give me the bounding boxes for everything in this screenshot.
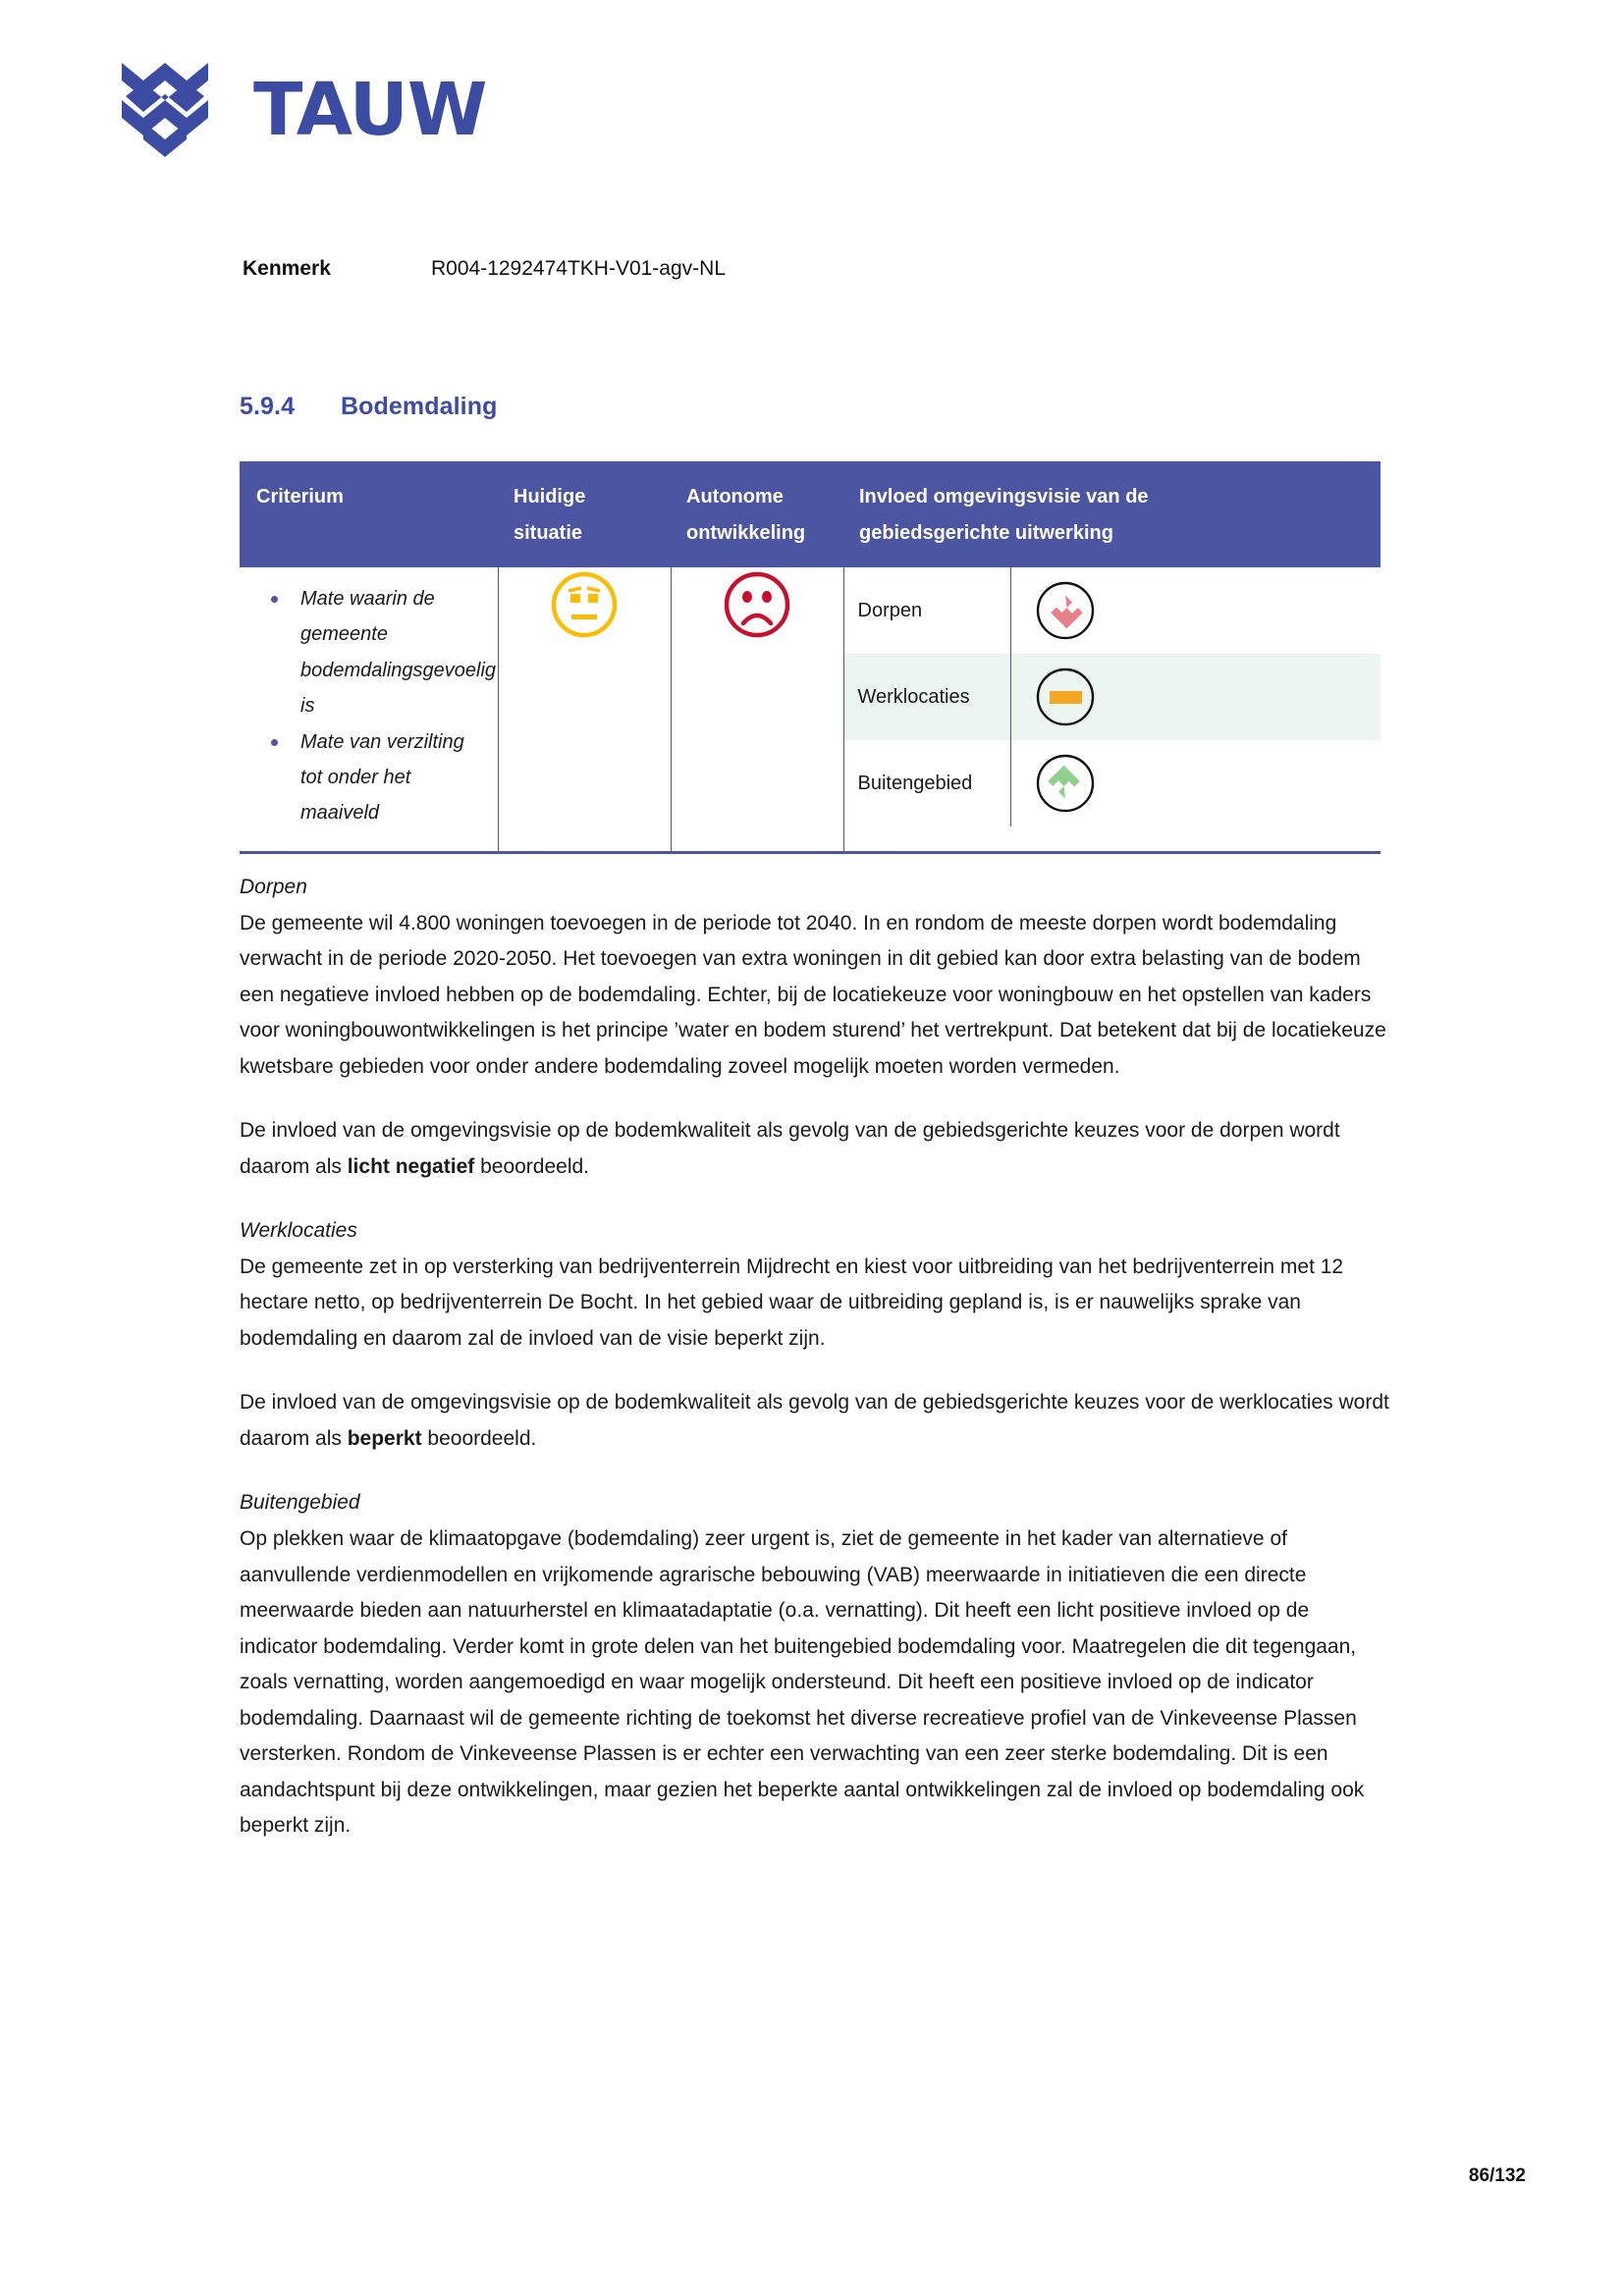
sad-face-icon [720, 567, 794, 642]
page-number: 86/132 [1468, 2165, 1526, 2186]
column-header-criterium: Criterium [240, 461, 498, 567]
cell-autonome-ontwikkeling [671, 567, 843, 852]
paragraph-werklocaties-2 [240, 1385, 1390, 1457]
subheading-buitengebied: Buitengebied [240, 1491, 360, 1515]
kenmerk-row [243, 257, 726, 281]
list-item: Mate waarin de gemeente bodemdalingsgevoelig is [247, 581, 484, 724]
area-label-werklocaties: Werklocaties [844, 654, 1011, 740]
section-number: 5.9.4 [240, 393, 296, 420]
area-icon-cell-buitengebied [1010, 740, 1380, 827]
section-title: Bodemdaling [341, 393, 498, 420]
table-header-row [240, 461, 1380, 567]
section-heading [240, 393, 497, 421]
area-icon-cell-werklocaties [1010, 654, 1380, 740]
list-item: Mate van verzilting tot onder het maaiveld [247, 724, 484, 831]
kenmerk-value: R004-1292474TKH-V01-agv-NL [431, 257, 726, 280]
area-row-werklocaties [844, 654, 1381, 740]
area-label-dorpen: Dorpen [857, 599, 923, 621]
cell-invloed-omgevingsvisie [843, 567, 1380, 852]
paragraph-werklocaties-1: De gemeente zet in op versterking van bedrijventerrein Mijdrecht en kiest voor uitbreiding van het bedrijventerrein met 12 hectare netto, op bedrijventerrein De Bocht. In het gebied waar de uitbreiding gepland is, is er nauwelijks sprake van bodemdaling en daarom zal de invloed van de visie beperkt zijn. [240, 1255, 1344, 1350]
column-header-huidige-situatie: Huidige situatie [498, 461, 671, 567]
column-header-autonome-ontwikkeling: Autonome ontwikkeling [671, 461, 843, 567]
body-content [240, 870, 1390, 1844]
area-label-buitengebied: Buitengebied [857, 772, 973, 794]
neutral-face-icon [547, 567, 622, 642]
paragraph-dorpen-1: De gemeente wil 4.800 woningen toevoegen in de periode tot 2040. In en rondom de meeste dorpen wordt bodemdaling verwacht in de periode 2020-2050. Het toevoegen van extra woningen in dit gebied kan door extra belasting van de bodem een negatieve invloed hebben op de bodemdaling. Echter, bij de locatiekeuze voor woningbouw en het opstellen van kaders voor woningbouwontwikkelingen is het principe ’water en bodem sturend’ het vertrekpunt. Dat betekent dat bij de locatiekeuze kwetsbare gebieden voor onder andere bodemdaling zoveel mogelijk moeten worden vermeden. [240, 911, 1386, 1078]
assessment-table [240, 461, 1380, 854]
dorpen-verdict-post: beoordeeld. [474, 1154, 590, 1178]
column-header-invloed-omgevingsvisie: Invloed omgevingsvisie van de gebiedsgerichte uitwerking [843, 461, 1380, 567]
paragraph-buitengebied-1: Op plekken waar de klimaatopgave (bodemdaling) zeer urgent is, ziet de gemeente in het kader van alternatieve of aanvullende verdienmodellen en vrijkomende agrarische bebouwing (VAB) meerwaarde in initiatieven die een directe meerwaarde bieden aan natuurherstel en klimaatadaptatie (o.a. vernatting). Dit heeft een licht positieve invloed op de indicator bodemdaling. Verder komt in grote delen van het buitengebied bodemdaling voor. Maatregelen die dit tegengaan, zoals vernatting, worden aangemoedigd en waar mogelijk ondersteund. Dit heeft een positieve invloed op de indicator bodemdaling. Daarnaast wil de gemeente richting de toekomst het diverse recreatieve profiel van de Vinkeveense Plassen versterken. Rondom de Vinkeveense Plassen is er echter een verwachting van een zeer sterke bodemdaling. Dit is een aandachtspunt bij deze ontwikkelingen, maar gezien het beperkte aantal ontwikkelingen zal de invloed op bodemdaling ook beperkt zijn. [240, 1526, 1365, 1838]
neutral-bar-icon [1033, 665, 1098, 729]
tauw-logo [102, 61, 486, 159]
tauw-logo-text: TAUW [253, 68, 487, 152]
dorpen-verdict-pre: De invloed van de omgevingsvisie op de bodemkwaliteit als gevolg van de gebiedsgerichte keuzes voor de dorpen wordt daarom als [240, 1119, 1340, 1178]
arrow-up-right-icon [1033, 751, 1098, 816]
criteria-list [247, 581, 497, 831]
arrow-down-right-icon [1033, 578, 1098, 643]
area-row-buitengebied [844, 740, 1381, 827]
paragraph-dorpen-2 [240, 1113, 1390, 1185]
cell-huidige-situatie [498, 567, 671, 852]
area-row-dorpen [844, 567, 1381, 654]
table-row [240, 567, 1380, 852]
subheading-dorpen: Dorpen [240, 876, 307, 898]
werklocaties-verdict-pre: De invloed van de omgevingsvisie op de bodemkwaliteit als gevolg van de gebiedsgerichte keuzes voor de werklocaties wordt daarom als [240, 1391, 1389, 1450]
werklocaties-verdict-bold: beperkt [347, 1426, 422, 1450]
cell-criterium [240, 567, 498, 852]
tauw-logo-mark [102, 61, 228, 159]
areas-table [844, 567, 1381, 827]
table-header [240, 461, 1380, 567]
area-icon-cell-dorpen [1010, 567, 1380, 654]
werklocaties-verdict-post: beoordeeld. [421, 1426, 537, 1450]
subheading-werklocaties: Werklocaties [240, 1219, 357, 1243]
dorpen-verdict-bold: licht negatief [347, 1154, 475, 1178]
kenmerk-label: Kenmerk [243, 257, 331, 280]
